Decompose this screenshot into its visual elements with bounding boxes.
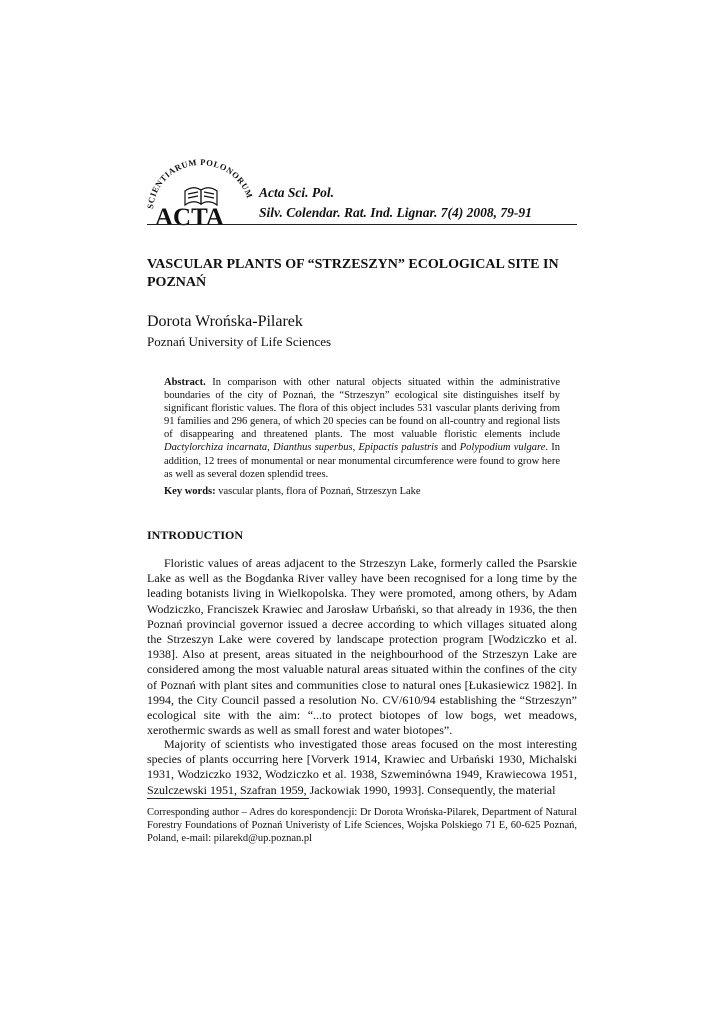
- species-name: Dactylorchiza incarnata: [164, 442, 268, 454]
- journal-logo: [145, 155, 257, 227]
- footnote-divider: [147, 798, 309, 799]
- header-divider: [147, 224, 577, 225]
- keywords-label: Key words:: [164, 486, 216, 497]
- journal-series: Silv. Colendar. Rat. Ind. Lignar. 7(4) 2008, 79-91: [259, 205, 532, 220]
- logo-arc-text: SCIENTIARUM POLONORUM: [145, 156, 256, 210]
- body-paragraph: Floristic values of areas adjacent to the Strzeszyn Lake, formerly called the Psarskie Lake as well as the Bogdanka River valley have been recognised for a long time by the leading botanists living in Wielkopolska. They were promoted, among others, by Adam Wodziczko, Franciszek Krawiec and Jarosław Urbański, so that already in 1936, the then Poznań provincial governor issued a decree according to which villages situated along the Strzeszyn Lake were covered by landscape protection program [Wodziczko et al. 1938]. Also at present, areas situated in the neighbourhood of the Strzeszyn Lake are considered among the most valuable natural areas situated within the confines of the city of Poznań with plant sites and communities close to natural ones [Łukasiewicz 1982]. In 1994, the City Council passed a resolution No. CV/610/94 establishing the “Strzeszyn” ecological site with the aim: “...to protect biotopes of low bogs, wet meadows, xerothermic swards as well as small forest and water biotopes”.: [147, 556, 577, 738]
- journal-citation: [259, 183, 532, 223]
- author-affiliation: Poznań University of Life Sciences: [147, 334, 332, 349]
- abstract: [164, 376, 560, 481]
- section-heading-introduction: INTRODUCTION: [147, 528, 244, 542]
- body-paragraph: Majority of scientists who investigated those areas focused on the most interesting species of plants occurring here [Vorverk 1914, Krawiec and Urbański 1930, Michalski 1931, Wodziczko 1932, Wodziczko et al. 1938, Szweminówna 1949, Krawiecowa 1951, Szulczewski 1951, Szafran 1959, Jackowiak 1990, 1993]. Consequently, the material: [147, 737, 577, 797]
- species-name: Polypodium vulgare: [459, 442, 546, 454]
- article-title: VASCULAR PLANTS OF “STRZESZYN” ECOLOGICAL SITE IN POZNAŃ: [147, 257, 559, 290]
- corresponding-author-footnote: Corresponding author – Adres do korespondencji: Dr Dorota Wrońska-Pilarek, Department of Natural Forestry Foundations of Poznań Univeristy of Life Sciences, Wojska Polskiego 71 E, 60-625 Poznań, Poland, e-mail: pilarekd@up.poznan.pl: [147, 807, 577, 844]
- abstract-separator: ,: [352, 442, 359, 454]
- logo-graphic: [145, 155, 257, 227]
- species-name: Dianthus superbus: [273, 442, 353, 454]
- logo-acta-text: ACTA: [155, 204, 224, 227]
- abstract-separator: and: [438, 442, 460, 454]
- abstract-label: Abstract.: [164, 377, 206, 388]
- keywords: [164, 485, 560, 498]
- author-name: Dorota Wrońska-Pilarek: [147, 313, 303, 330]
- open-book-icon: [185, 188, 217, 205]
- journal-name: Acta Sci. Pol.: [259, 185, 334, 200]
- keywords-text: vascular plants, flora of Poznań, Strzeszyn Lake: [215, 486, 421, 497]
- species-name: Epipactis palustris: [358, 442, 439, 454]
- abstract-text-part1: In comparison with other natural objects situated within the administrative boundaries of the city of Poznań, the “Strzeszyn” ecological site distinguishes itself by significant floristic values. The flora of this object includes 531 vascular plants deriving from 91 families and 296 genera, of which 20 species can be found on all-country and regional lists of disappearing and threatened plants. The most valuable floristic elements include: [164, 377, 560, 441]
- abstract-text-part2: . In addition, 12 trees of monumental or near monumental circumference were found to grow here as well as several dozen splendid trees.: [164, 442, 560, 480]
- abstract-separator: ,: [267, 442, 273, 454]
